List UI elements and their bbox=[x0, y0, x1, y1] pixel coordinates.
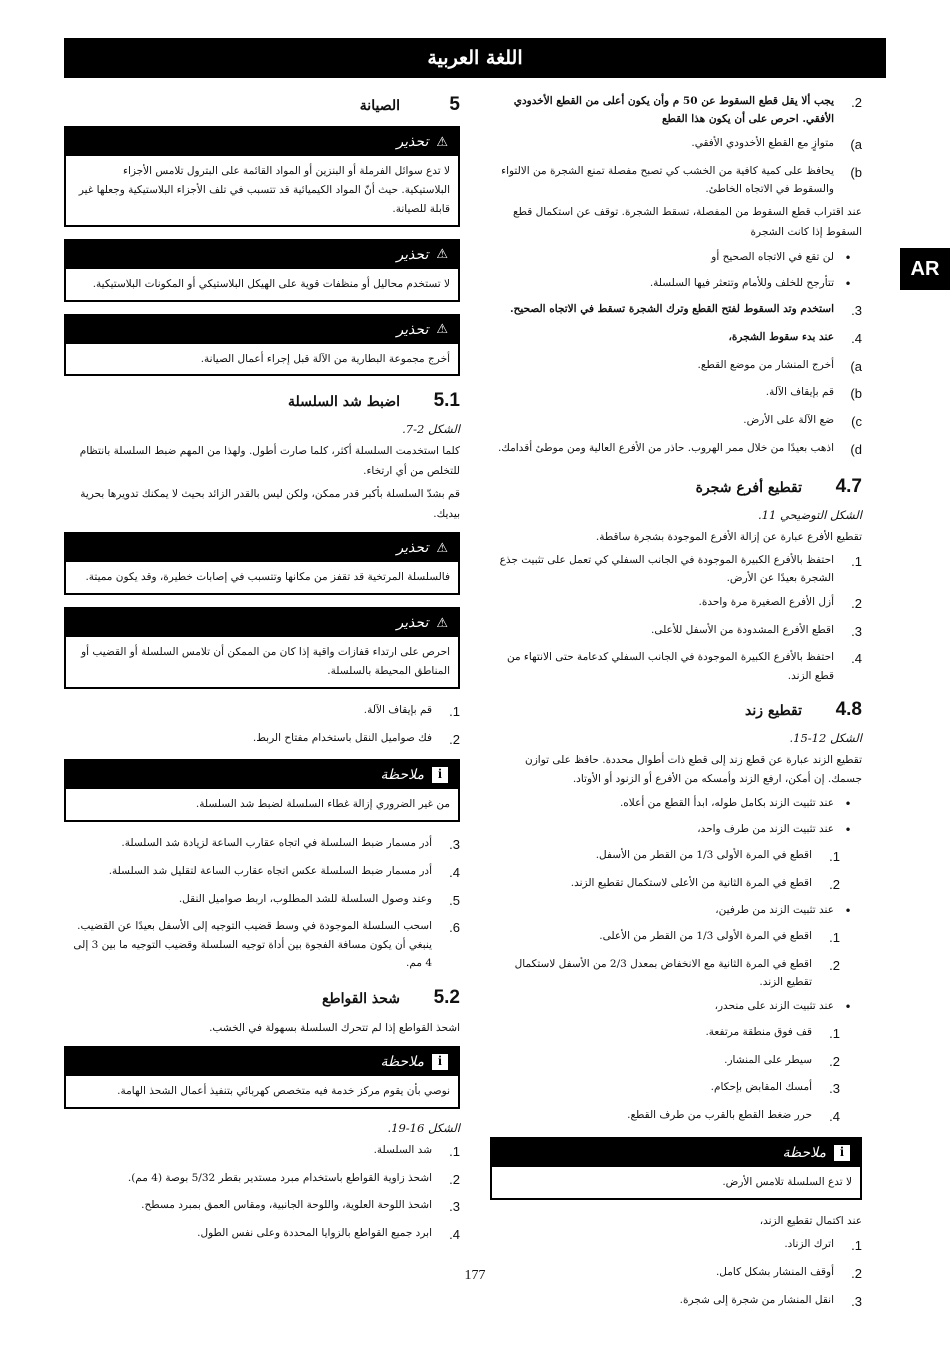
list-item: 2. اقطع في المرة الثانية مع الانخفاض بمعدل 2/3 من الأسفل لاستكمال تقطيع الزند. bbox=[514, 958, 840, 989]
list-item: 1. قم بإيقاف الآلة. bbox=[363, 703, 460, 719]
figure-reference: الشكل التوضيحي 11. bbox=[758, 507, 862, 522]
bullet-item: • تتأرجح للخلف وللأمام وتتعثر فيها السلسلة. bbox=[649, 277, 852, 292]
list-item: 3. أمسك المقابض بإحكام. bbox=[710, 1081, 840, 1097]
list-item: 3. استخدم وتد السقوط لفتح القطع وترك الشجرة تسقط في الاتجاه الصحيح. bbox=[510, 303, 862, 319]
list-item: 3. انقل المنشار من شجرة إلى شجرة. bbox=[679, 1293, 862, 1309]
list-item: 2. أوقف المنشار بشكل كامل. bbox=[715, 1265, 862, 1281]
warning-box: ⚠ تحذير لا تدع سوائل الفرملة أو البنزين أو المواد القائمة على البترول تلامس الأجزاء البلاستيكية. حيث أنّ المواد الكيميائية قد تتسبب في تلف الأجزاء البلاستيكية وجعلها غير قابلة للصيانة. bbox=[64, 126, 460, 227]
list-item: 2. أزل الأفرع الصغيرة مرة واحدة. bbox=[698, 595, 862, 611]
list-item: 1. اقطع في المرة الأولى 1/3 من القطر من الأعلى. bbox=[599, 930, 840, 946]
list-item: a) أخرج المنشار من موضع القطع. bbox=[697, 358, 862, 374]
bullet-item: • عند تثبيت الزند من طرف واحد، bbox=[697, 822, 852, 837]
bullet-item: • لن تقع في الاتجاه الصحيح أو bbox=[711, 251, 852, 266]
list-item: 1. احتفظ بالأفرع الكبيرة الموجودة في الجانب السفلي كي تعمل على تثبيت جذع الشجرة بعيدًا عن الأرض. bbox=[499, 554, 862, 585]
paragraph: كلما استخدمت السلسلة أكثر، كلما صارت أطول. ولهذا من المهم ضبط السلسلة بانتظام للتخلص من أي ارتخاء. bbox=[79, 445, 460, 477]
info-icon: i bbox=[432, 1054, 448, 1070]
bullet-item: • عند تثبيت الزند على منحدر، bbox=[714, 999, 852, 1014]
list-item: 2. اقطع في المرة الثانية من الأعلى لاستكمال تقطيع الزند. bbox=[570, 876, 840, 892]
list-item: 4. عند بدء سقوط الشجرة، bbox=[728, 330, 862, 346]
figure-reference: الشكل 16-19. bbox=[387, 1120, 460, 1135]
info-icon: i bbox=[432, 767, 448, 783]
list-item: 3. اقطع الأفرع المشدودة من الأسفل للأعلى. bbox=[650, 623, 862, 639]
paragraph: عند اقتراب قطع السقوط من المفصلة، تسقط الشجرة. توقف عن استكمال قطع السقوط إذا كانت الشجرة bbox=[513, 206, 862, 238]
list-item: 4. أدر مسمار ضبط السلسلة عكس اتجاه عقارب الساعة لتقليل شد السلسلة. bbox=[108, 864, 460, 880]
list-item: 2. اشحذ زاوية القواطع باستخدام مبرد مستدير بقطر 5/32 بوصة (4 مم). bbox=[127, 1171, 460, 1187]
list-item: 2. سيطر على المنشار. bbox=[724, 1053, 840, 1069]
page-number: 177 bbox=[464, 1268, 486, 1283]
left-column bbox=[64, 92, 460, 1252]
list-item: 4. احتفظ بالأفرع الكبيرة الموجودة في الجانب السفلي كدعامة حتى الانتهاء من قطع الزند. bbox=[506, 651, 862, 682]
list-item: 1. شد السلسلة. bbox=[373, 1143, 460, 1159]
list-item: 2. يجب ألا يقل قطع السقوط عن 50 م وأن يكون أعلى من القطع الأخدودي الأفقي. احرص على أن يكون هذا القطع bbox=[513, 95, 862, 126]
note-box: i ملاحظة من غير الضروري إزالة غطاء السلسلة لضبط شد السلسلة. bbox=[64, 759, 460, 822]
list-item: 1. قف فوق منطقة مرتفعة. bbox=[705, 1025, 840, 1041]
warning-box: ⚠ تحذير فالسلسلة المرتخية قد تقفز من مكانها وتتسبب في إصابات خطيرة، وقد يكون مميتة. bbox=[64, 532, 460, 595]
list-item: 3. أدر مسمار ضبط السلسلة في اتجاه عقارب الساعة لزيادة شد السلسلة. bbox=[121, 837, 460, 853]
list-item: b) قم بإيقاف الآلة. bbox=[765, 386, 862, 402]
list-item: 4. ابرد جميع القواطع بالزوايا المحددة وعلى نفس الطول. bbox=[197, 1227, 460, 1243]
section-heading: 5 الصيانة bbox=[359, 94, 460, 115]
paragraph: عند اكتمال تقطيع الزند، bbox=[759, 1214, 862, 1227]
paragraph: تقطيع الأفرع عبارة عن إزالة الأفرع الموجودة بشجرة ساقطة. bbox=[595, 530, 862, 543]
bullet-item: • عند تثبيت الزند بكامل طوله، ابدأ القطع من أعلاه. bbox=[619, 796, 852, 811]
list-item: 1. اقطع في المرة الأولى 1/3 من القطر من الأسفل. bbox=[595, 848, 840, 864]
list-item: 2. فك صواميل النقل باستخدام مفتاح الربط. bbox=[252, 731, 460, 747]
list-item: 1. اترك الزناد. bbox=[784, 1238, 862, 1254]
section-heading: 4.7 تقطيع أفرع شجرة bbox=[695, 475, 862, 497]
list-item: 6. اسحب السلسلة الموجودة في وسط قضيب التوجيه إلى الأسفل بعيدًا عن القضيب. ينبغي أن يكون مسافة الفجوة بين أداة توجيه السلسلة وقضيب التوجيه ما بين 3 إلى 4 مم. bbox=[73, 920, 460, 970]
language-tab: AR bbox=[900, 248, 950, 290]
warning-box: ⚠ تحذير أخرج مجموعة البطارية من الآلة قبل إجراء أعمال الصيانة. bbox=[64, 314, 460, 377]
note-box: i ملاحظة نوصي بأن يقوم مركز خدمة فيه متخصص كهربائي بتنفيذ أعمال الشحذ الهامة. bbox=[64, 1046, 460, 1109]
figure-reference: الشكل 2-7. bbox=[402, 422, 460, 437]
list-item: 3. اشحذ اللوحة العلوية، واللوحة الجانبية، ومقاس العمق بمبرد مسطح. bbox=[141, 1199, 460, 1215]
list-item: d) اذهب بعيدًا من خلال ممر الهروب. حاذر من الأفرع العالية ومن موطئ أقدامك. bbox=[497, 441, 862, 457]
paragraph: تقطيع الزند عبارة عن قطع زند إلى قطع ذات أطوال محددة. حافظ على توازن جسمك. إن أمكن، ارفع الزند وأمسكه من الأفرع أو الزنود أو الأوتاد. bbox=[525, 754, 862, 786]
paragraph: اشحذ القواطع إذا لم تتحرك السلسلة بسهولة في الخشب. bbox=[209, 1021, 460, 1034]
page-title: اللغة العربية bbox=[427, 47, 523, 69]
warning-icon: ⚠ bbox=[436, 134, 448, 150]
right-column bbox=[490, 92, 862, 1318]
list-item: c) ضع الآلة على الأرض. bbox=[743, 414, 862, 430]
list-item: a) متوازٍ مع القطع الأخدودي الأفقي. bbox=[691, 136, 862, 152]
section-heading: 5.1 اضبط شد السلسلة bbox=[287, 390, 460, 412]
paragraph: قم بشدّ السلسلة بأكبر قدر ممكن، ولكن ليس بالقدر الزائد بحيث لا يمكنك تدويرها بحرية بيديك. bbox=[80, 488, 460, 520]
figure-reference: الشكل 12-15. bbox=[789, 731, 862, 746]
bullet-item: • عند تثبيت الزند من طرفين، bbox=[715, 904, 852, 919]
section-heading: 4.8 تقطيع زند bbox=[744, 699, 862, 721]
list-item: b) يحافظ على كمية كافية من الخشب كي تصبح مفصلة تمنع الشجرة من الالتواء والسقوط في الاتجاه الخاطئ. bbox=[501, 164, 862, 195]
list-item: 4. حرر ضغط القطع بالقرب من طرف القطع. bbox=[627, 1109, 840, 1125]
warning-icon: ⚠ bbox=[436, 540, 448, 556]
section-heading: 5.2 شحذ القواطع bbox=[322, 986, 460, 1008]
warning-icon: ⚠ bbox=[436, 247, 448, 263]
info-icon: i bbox=[834, 1145, 850, 1161]
note-box: i ملاحظة لا تدع السلسلة تلامس الأرض. bbox=[490, 1137, 862, 1200]
warning-box: ⚠ تحذير احرص على ارتداء قفازات واقية إذا كان من الممكن أن تلامس السلسلة أو القضيب أو المناطق المحيطة بالسلسلة. bbox=[64, 607, 460, 689]
warning-icon: ⚠ bbox=[436, 322, 448, 338]
page-header bbox=[64, 38, 886, 78]
warning-icon: ⚠ bbox=[436, 615, 448, 631]
list-item: 5. وعند وصول السلسلة للشد المطلوب، اربط صواميل النقل. bbox=[178, 892, 460, 908]
warning-box: ⚠ تحذير لا تستخدم محاليل أو منظفات قوية على الهيكل البلاستيكي أو المكونات البلاستيكية. bbox=[64, 239, 460, 302]
